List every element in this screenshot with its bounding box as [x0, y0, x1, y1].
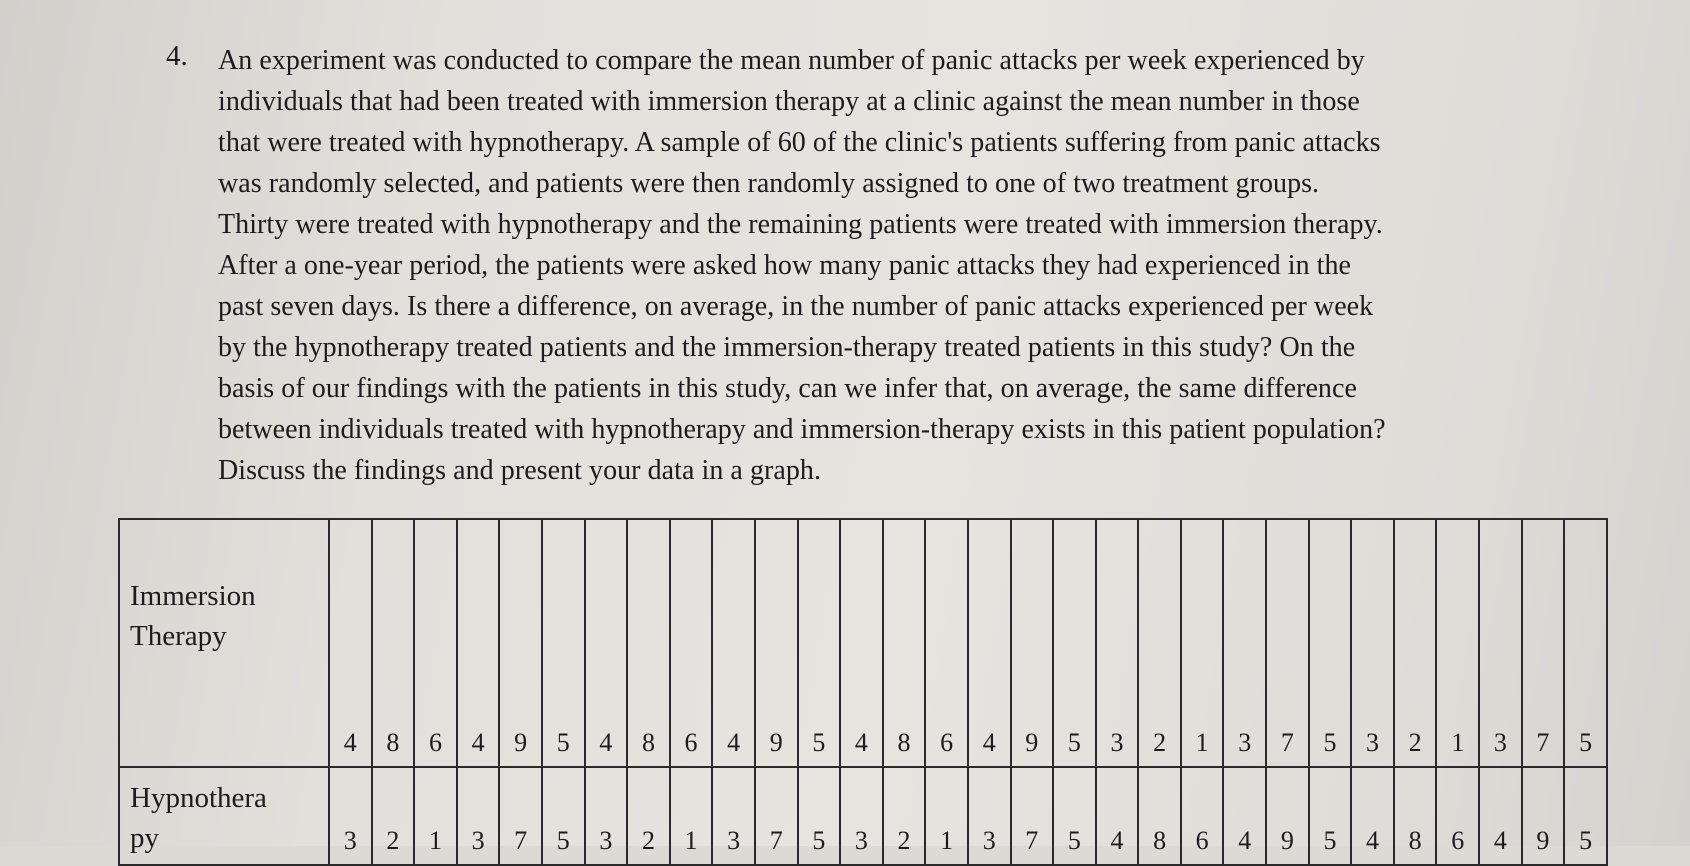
table-cell: 4 [1351, 767, 1394, 865]
table-cell: 5 [542, 519, 585, 767]
question-line: individuals that had been treated with immersion therapy at a clinic against the mean number in those [218, 86, 1360, 117]
table-cell: 6 [1436, 767, 1479, 865]
table-row [119, 767, 1607, 865]
table-cell: 5 [542, 767, 585, 865]
row-label [119, 519, 329, 767]
table-cell: 4 [457, 519, 500, 767]
table-cell: 3 [712, 767, 755, 865]
table-cell: 7 [499, 767, 542, 865]
table-cell: 2 [1138, 519, 1181, 767]
table-cell: 7 [1266, 519, 1309, 767]
table-cell: 5 [1309, 767, 1352, 865]
question-line: by the hypnotherapy treated patients and the immersion-therapy treated patients in this study? On the [218, 332, 1356, 363]
table-cell: 1 [670, 767, 713, 865]
table-cell: 5 [1564, 767, 1607, 865]
table-cell: 4 [712, 519, 755, 767]
table-cell: 4 [329, 519, 372, 767]
table-cell: 5 [798, 767, 841, 865]
question-number: 4. [166, 40, 188, 72]
table-cell: 7 [1011, 767, 1054, 865]
table-cell: 8 [883, 519, 926, 767]
table-row [119, 519, 1607, 767]
table-cell: 3 [1223, 519, 1266, 767]
table-cell: 2 [1394, 519, 1437, 767]
row-label [119, 767, 329, 865]
table-cell: 4 [1223, 767, 1266, 865]
table-cell: 1 [1181, 519, 1224, 767]
table-cell: 2 [627, 767, 670, 865]
question-line: After a one-year period, the patients were asked how many panic attacks they had experienced in the [218, 250, 1352, 281]
table-cell: 3 [968, 767, 1011, 865]
table-cell: 1 [1436, 519, 1479, 767]
data-table [118, 518, 1608, 866]
table-cell: 9 [1522, 767, 1565, 865]
question-line: An experiment was conducted to compare the mean number of panic attacks per week experienced by [218, 45, 1365, 76]
question-line: Discuss the findings and present your data in a graph. [218, 455, 822, 486]
table-cell: 5 [1564, 519, 1607, 767]
row-label-line: py [130, 822, 159, 854]
table-cell: 4 [1096, 767, 1139, 865]
table-cell: 8 [1138, 767, 1181, 865]
table-cell: 8 [372, 519, 415, 767]
table-cell: 3 [329, 767, 372, 865]
table-cell: 1 [925, 767, 968, 865]
question-line: Thirty were treated with hypnotherapy and the remaining patients were treated with immersion therapy. [218, 209, 1383, 240]
table-cell: 3 [585, 767, 628, 865]
question-text [218, 40, 1638, 491]
table-cell: 5 [1053, 767, 1096, 865]
table-cell: 6 [414, 519, 457, 767]
question-line: that were treated with hypnotherapy. A sample of 60 of the clinic's patients suffering from panic attacks [218, 127, 1381, 158]
table-cell: 7 [755, 767, 798, 865]
row-label-line: Therapy [130, 620, 227, 652]
table-cell: 3 [1479, 519, 1522, 767]
question-line: was randomly selected, and patients were then randomly assigned to one of two treatment groups. [218, 168, 1320, 199]
table-cell: 6 [925, 519, 968, 767]
table-cell: 6 [1181, 767, 1224, 865]
question-line: basis of our findings with the patients in this study, can we infer that, on average, the same difference [218, 373, 1357, 404]
table-cell: 9 [755, 519, 798, 767]
table-cell: 9 [499, 519, 542, 767]
table-cell: 1 [414, 767, 457, 865]
table-cell: 8 [627, 519, 670, 767]
table-cell: 5 [1053, 519, 1096, 767]
table-cell: 9 [1266, 767, 1309, 865]
table-cell: 2 [883, 767, 926, 865]
table-cell: 5 [1309, 519, 1352, 767]
table-cell: 4 [840, 519, 883, 767]
table-cell: 9 [1011, 519, 1054, 767]
table-cell: 7 [1522, 519, 1565, 767]
table-cell: 5 [798, 519, 841, 767]
question-line: past seven days. Is there a difference, on average, in the number of panic attacks experienced per week [218, 291, 1374, 322]
table-cell: 4 [585, 519, 628, 767]
table-cell: 6 [670, 519, 713, 767]
table-cell: 3 [1096, 519, 1139, 767]
table-cell: 8 [1394, 767, 1437, 865]
table-cell: 4 [968, 519, 1011, 767]
row-label-line: Immersion [130, 580, 256, 612]
question-line: between individuals treated with hypnotherapy and immersion-therapy exists in this patient population? [218, 414, 1386, 445]
table-cell: 3 [457, 767, 500, 865]
table-cell: 4 [1479, 767, 1522, 865]
table-cell: 3 [840, 767, 883, 865]
table-cell: 3 [1351, 519, 1394, 767]
row-label-line: Hypnothera [130, 782, 267, 814]
table-cell: 2 [372, 767, 415, 865]
